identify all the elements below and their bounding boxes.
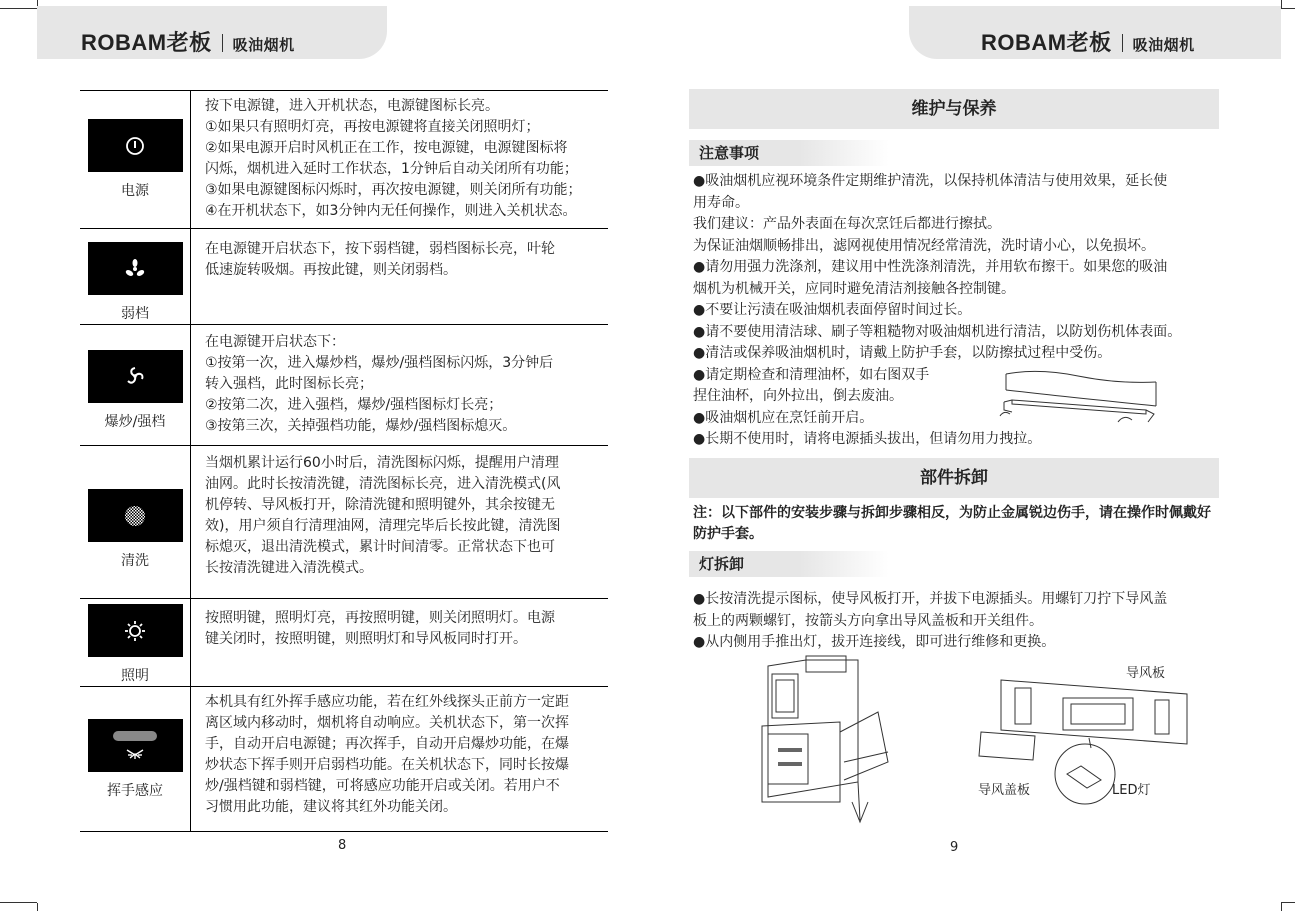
text-line: 用寿命。 <box>693 194 749 211</box>
text-line: ●从内侧用手推出灯，拔开连接线，即可进行维修和更换。 <box>693 634 1056 650</box>
crop-mark <box>1281 902 1295 903</box>
description-line: ①如果只有照明灯亮，再按电源键将直接关闭照明灯； <box>205 119 540 135</box>
icon-cell <box>80 446 191 599</box>
function-label: 爆炒/强档 <box>104 413 166 430</box>
power-icon <box>88 119 183 172</box>
crop-mark <box>1281 903 1282 911</box>
crop-mark <box>1281 0 1282 8</box>
text-line: ●吸油烟机应在烹饪前开启。 <box>693 409 874 426</box>
description-line: 按照明键，照明灯亮，再按照明键，则关闭照明灯。电源 <box>205 610 555 626</box>
hand-wave-icon <box>88 719 183 772</box>
header-right <box>909 6 1281 59</box>
description-line: 效)，用户须自行清理油网，清理完毕后长按此键，清洗图 <box>205 518 561 534</box>
text-line: 为保证油烟顺畅排出，滤网视使用情况经常清洗，洗时请小心，以免损坏。 <box>693 237 1155 254</box>
deflector-label: 导风板 <box>1126 666 1166 681</box>
icon-cell <box>80 229 191 325</box>
text-line: ●清洁或保养吸油烟机时，请戴上防护手套，以防擦拭过程中受伤。 <box>693 345 1112 361</box>
header-left <box>37 6 387 59</box>
description-line: 闪烁，烟机进入延时工作状态，1分钟后自动关闭所有功能； <box>205 161 578 177</box>
icon-cell <box>80 91 191 229</box>
icon-cell <box>80 325 191 446</box>
disassembly-note: 注：以下部件的安装步骤与拆卸步骤相反，为防止金属锐边伤手，请在操作时佩戴好防护手套。 <box>693 505 1211 542</box>
text-line: 板上的两颗螺钉，按箭头方向拿出导风盖板和开关组件。 <box>693 612 1043 629</box>
brand <box>981 26 1195 57</box>
page-number-left: 8 <box>338 838 347 853</box>
product-name: 吸油烟机 <box>1132 37 1195 54</box>
text-line: ●请定期检查和清理油杯，如右图双手 <box>693 366 930 383</box>
hood-illustration <box>748 652 918 830</box>
crop-mark <box>1281 8 1295 9</box>
page-number-right: 9 <box>950 840 959 855</box>
function-description <box>191 229 609 325</box>
function-label: 清洗 <box>121 553 149 569</box>
table-row <box>80 325 608 446</box>
text-line: ●长按清洗提示图标，使导风板打开，并拔下电源插头。用螺钉刀拧下导风盖 <box>693 591 1168 607</box>
brand <box>81 26 295 57</box>
crop-mark <box>37 903 38 911</box>
crop-mark <box>0 902 37 903</box>
description-line: 手，自动开启电源键；再次挥手，自动开启爆炒功能，在爆 <box>205 736 569 752</box>
light-icon <box>88 604 183 657</box>
subsection-title-light: 灯拆卸 <box>689 551 889 577</box>
table-row <box>80 446 608 599</box>
function-table <box>80 90 608 832</box>
table-row <box>80 229 608 325</box>
description-line: 转入强档，此时图标长亮； <box>205 376 373 392</box>
description-line: 标熄灭，退出清洗模式，累计时间清零。正常状态下也可 <box>205 539 555 555</box>
description-line: 当烟机累计运行60小时后，清洗图标闪烁，提醒用户清理 <box>205 455 559 471</box>
function-description <box>191 446 609 599</box>
deflector-cover-label: 导风盖板 <box>978 783 1031 798</box>
icon-cell <box>80 599 191 687</box>
fan-low-icon <box>88 242 183 295</box>
description-line: 本机具有红外挥手感应功能，若在红外线探头正前方一定距 <box>205 694 569 710</box>
description-line: 习惯用此功能，建议将其红外功能关闭。 <box>205 799 457 815</box>
function-description <box>191 687 609 832</box>
text-line: ●吸油烟机应视环境条件定期维护清洗，以保持机体清洁与使用效果，延长使 <box>693 173 1168 189</box>
description-line: 键关闭时，按照明键，则照明灯和导风板同时打开。 <box>205 631 527 647</box>
function-label: 电源 <box>121 183 149 199</box>
oil-cup-illustration <box>998 366 1163 432</box>
function-description <box>191 599 609 687</box>
function-label: 照明 <box>121 668 149 684</box>
subsection-title-notice: 注意事项 <box>689 140 889 166</box>
table-row <box>80 91 608 229</box>
logo: ROBAM老板 <box>81 30 212 55</box>
function-label: 挥手感应 <box>107 782 163 799</box>
clean-icon <box>88 489 183 542</box>
description-line: 油网。此时长按清洗键，清洗图标长亮，进入清洗模式(风 <box>205 476 561 492</box>
description-line: 在电源键开启状态下： <box>205 334 345 350</box>
table-row <box>80 687 608 832</box>
table-row <box>80 599 608 687</box>
description-line: 炒/强档键和弱档键，可将感应功能开启或关闭。若用户不 <box>205 778 560 794</box>
description-line: ②如果电源开启时风机正在工作，按电源键，电源键图标将 <box>205 140 568 156</box>
description-line: ③按第三次，关掉强档功能，爆炒/强档图标熄灭。 <box>205 418 517 434</box>
text-line: ●不要让污渍在吸油烟机表面停留时间过长。 <box>693 302 972 318</box>
function-description <box>191 91 609 229</box>
text-line: ●请不要使用清洁球、刷子等粗糙物对吸油烟机进行清洁，以防划伤机体表面。 <box>693 323 1182 340</box>
text-line: 捏住油杯，向外拉出，倒去废油。 <box>693 388 903 404</box>
description-line: ③如果电源键图标闪烁时，再次按电源键，则关闭所有功能； <box>205 182 582 198</box>
icon-cell <box>80 687 191 832</box>
text-line: 烟机为机械开关，应同时避免清洁剂接触各控制键。 <box>693 280 1015 297</box>
description-line: 低速旋转吸烟。再按此键，则关闭弱档。 <box>205 262 457 278</box>
crop-mark <box>0 8 37 9</box>
text-line: ●长期不使用时，请将电源插头拔出，但请勿用力拽拉。 <box>693 431 1042 447</box>
section-title-maintenance: 维护与保养 <box>689 89 1219 129</box>
product-name: 吸油烟机 <box>232 37 295 54</box>
logo: ROBAM老板 <box>981 30 1112 55</box>
description-line: ②按第二次，进入强档，爆炒/强档图标灯长亮； <box>205 397 503 413</box>
description-line: 按下电源键，进入开机状态，电源键图标长亮。 <box>205 98 499 114</box>
description-line: ①按第一次，进入爆炒档，爆炒/强档图标闪烁，3分钟后 <box>205 355 554 371</box>
description-line: 炒状态下挥手则开启弱档功能。在关机状态下，同时长按爆 <box>205 757 569 773</box>
description-line: 长按清洗键进入清洗模式。 <box>205 560 373 576</box>
function-label: 弱档 <box>121 306 149 322</box>
fan-boost-icon <box>88 350 183 403</box>
description-line: 机停转、导风板打开，除清洗键和照明键外，其余按键无 <box>205 497 555 513</box>
led-label: LED灯 <box>1112 783 1151 798</box>
section-title-disassembly: 部件拆卸 <box>689 458 1219 498</box>
description-line: 在电源键开启状态下，按下弱档键，弱档图标长亮，叶轮 <box>205 241 555 257</box>
function-description <box>191 325 609 446</box>
light-removal-text <box>693 589 1167 654</box>
text-line: ●请勿用强力洗涤剂，建议用中性洗涤剂清洗，并用软布擦干。如果您的吸油 <box>693 259 1168 275</box>
description-line: 离区域内移动时，烟机将自动响应。关机状态下，第一次挥 <box>205 715 569 731</box>
text-line: 我们建议：产品外表面在每次烹饪后都进行擦拭。 <box>693 216 1001 232</box>
description-line: ④在开机状态下，如3分钟内无任何操作，则进入关机状态。 <box>205 203 577 219</box>
